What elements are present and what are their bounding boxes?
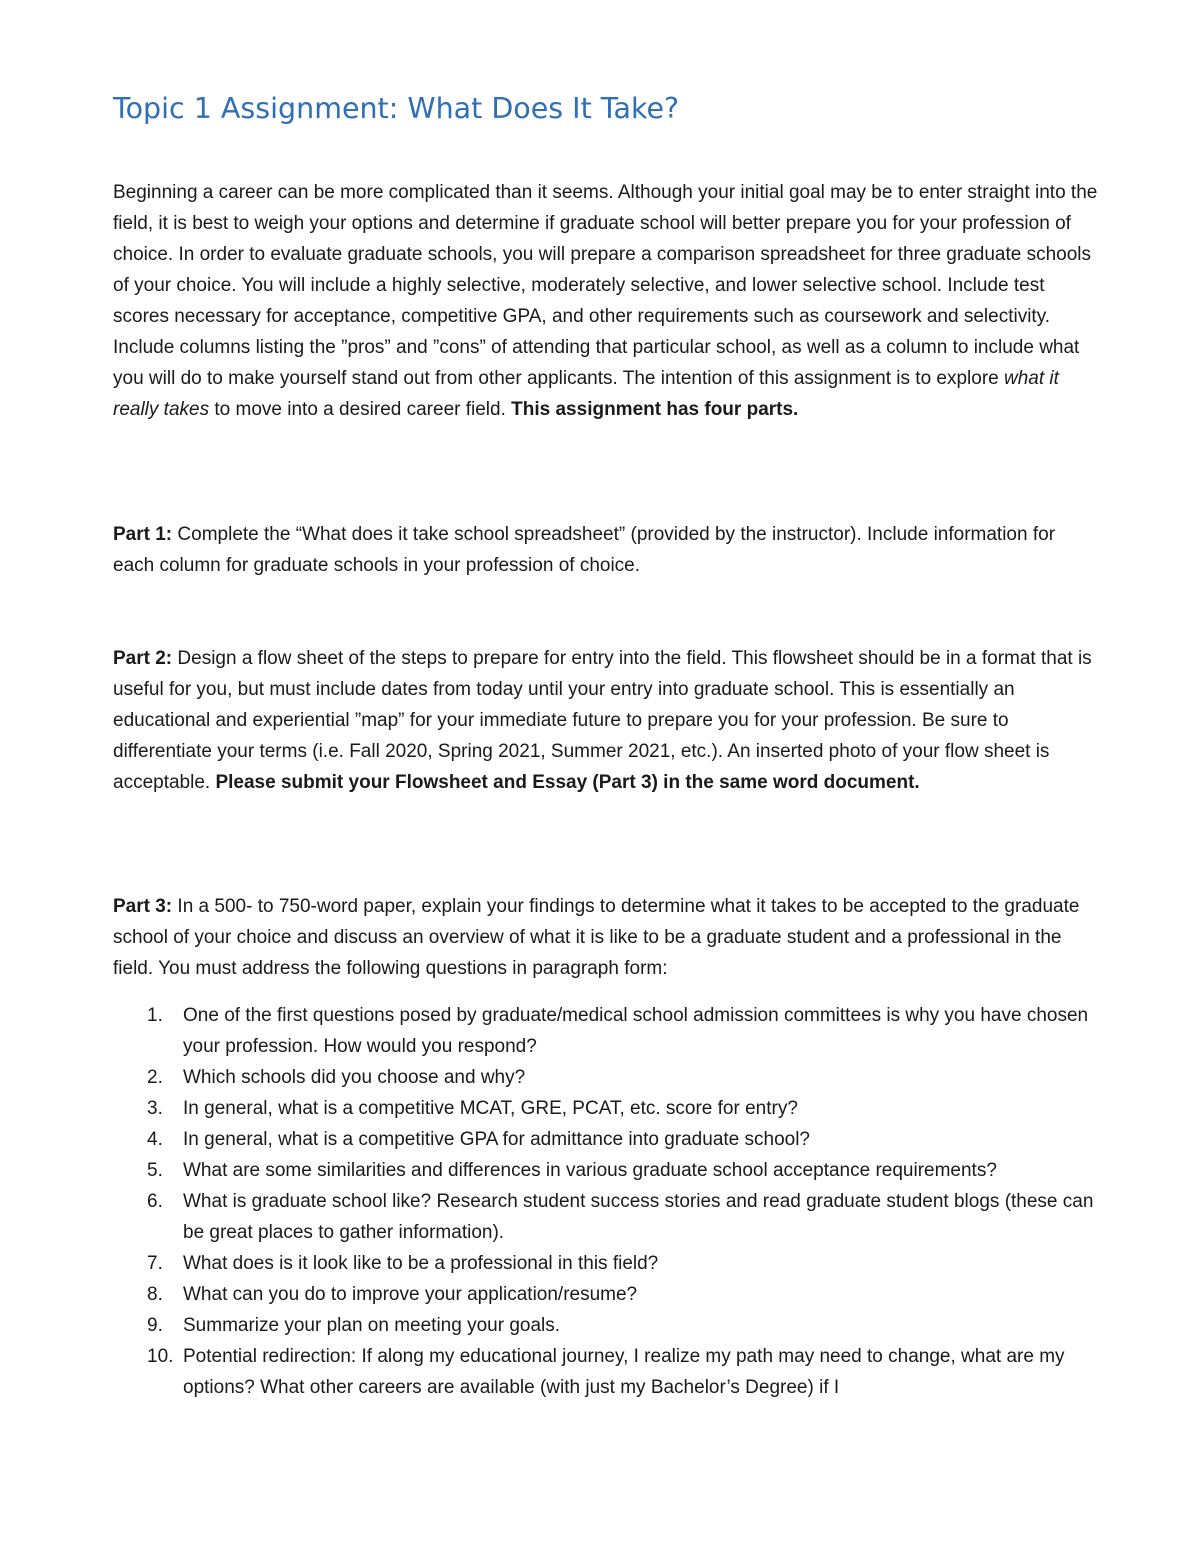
part3-paragraph <box>113 891 1098 984</box>
list-item-number: 4. <box>147 1129 163 1150</box>
part1-paragraph <box>113 519 1098 581</box>
list-item-number: 3. <box>147 1098 163 1119</box>
list-item-number: 10. <box>147 1346 174 1367</box>
list-item <box>113 1279 1098 1310</box>
intro-text: Beginning a career can be more complicated than it seems. Although your initial goal may be to enter straight into the field, it is best to weigh your options and determine if graduate school will better prepare you for your profession of choice. In order to evaluate graduate schools, you will prepare a comparison spreadsheet for three graduate schools of your choice. You will include a highly selective, moderately selective, and lower selective school. Include test scores necessary for acceptance, competitive GPA, and other requirements such as coursework and selectivity. Include columns listing the ”pros” and ”cons” of attending that particular school, as well as a column to include what you will do to make yourself stand out from other applicants. The intention of this assignment is to explore <box>113 182 1098 389</box>
list-item-text: Which schools did you choose and why? <box>183 1067 526 1088</box>
list-item-number: 6. <box>147 1191 163 1212</box>
list-item <box>113 1124 1098 1155</box>
list-item <box>113 1341 1098 1403</box>
intro-italic-text: what it really takes <box>113 368 1059 420</box>
list-item-text: What does is it look like to be a professional in this field? <box>183 1253 659 1274</box>
list-item <box>113 1093 1098 1124</box>
list-item-text: What is graduate school like? Research student success stories and read graduate student blogs (these can be great places to gather information). <box>183 1191 1094 1243</box>
part2-label: Part 2: <box>113 648 173 669</box>
list-item-text: One of the first questions posed by graduate/medical school admission committees is why you have chosen your profession. How would you respond? <box>183 1005 1089 1057</box>
list-item-text: What can you do to improve your application/resume? <box>183 1284 638 1305</box>
part1-label: Part 1: <box>113 524 173 545</box>
list-item <box>113 1248 1098 1279</box>
list-item-number: 9. <box>147 1315 163 1336</box>
document-title: Topic 1 Assignment: What Does It Take? <box>113 92 680 125</box>
list-item <box>113 1310 1098 1341</box>
list-item-number: 1. <box>147 1005 163 1026</box>
list-item-number: 5. <box>147 1160 163 1181</box>
list-item-number: 8. <box>147 1284 163 1305</box>
intro-text-continued: to move into a desired career field. <box>209 399 512 420</box>
questions-list <box>113 1000 1098 1403</box>
list-item <box>113 1000 1098 1062</box>
part2-bold-text: Please submit your Flowsheet and Essay (Part 3) in the same word document. <box>215 772 920 793</box>
list-item-number: 7. <box>147 1253 163 1274</box>
part2-paragraph <box>113 643 1098 798</box>
list-item-text: Summarize your plan on meeting your goals. <box>183 1315 561 1336</box>
part3-text: In a 500- to 750-word paper, explain your findings to determine what it takes to be accepted to the graduate school of your choice and discuss an overview of what it is like to be a graduate student and a professional in the field. You must address the following questions in paragraph form: <box>113 896 1080 979</box>
list-item-text: Potential redirection: If along my educational journey, I realize my path may need to change, what are my options? What other careers are available (with just my Bachelor’s Degree) if I <box>183 1346 1065 1398</box>
intro-paragraph <box>113 177 1098 425</box>
list-item <box>113 1155 1098 1186</box>
intro-bold-text: This assignment has four parts. <box>511 399 799 420</box>
part3-label: Part 3: <box>113 896 173 917</box>
part2-text: Design a flow sheet of the steps to prepare for entry into the field. This flowsheet should be in a format that is useful for you, but must include dates from today until your entry into graduate school. This is essentially an educational and experiential ”map” for your immediate future to prepare you for your profession. Be sure to differentiate your terms (i.e. Fall 2020, Spring 2021, Summer 2021, etc.). An inserted photo of your flow sheet is acceptable. <box>113 648 1092 793</box>
list-item-text: In general, what is a competitive MCAT, GRE, PCAT, etc. score for entry? <box>183 1098 798 1119</box>
list-item-text: In general, what is a competitive GPA for admittance into graduate school? <box>183 1129 810 1150</box>
list-item-number: 2. <box>147 1067 163 1088</box>
part1-text: Complete the “What does it take school spreadsheet” (provided by the instructor). Include information for each column for graduate schools in your profession of choice. <box>113 524 1056 576</box>
list-item <box>113 1062 1098 1093</box>
list-item <box>113 1186 1098 1248</box>
list-item-text: What are some similarities and differences in various graduate school acceptance requirements? <box>183 1160 997 1181</box>
